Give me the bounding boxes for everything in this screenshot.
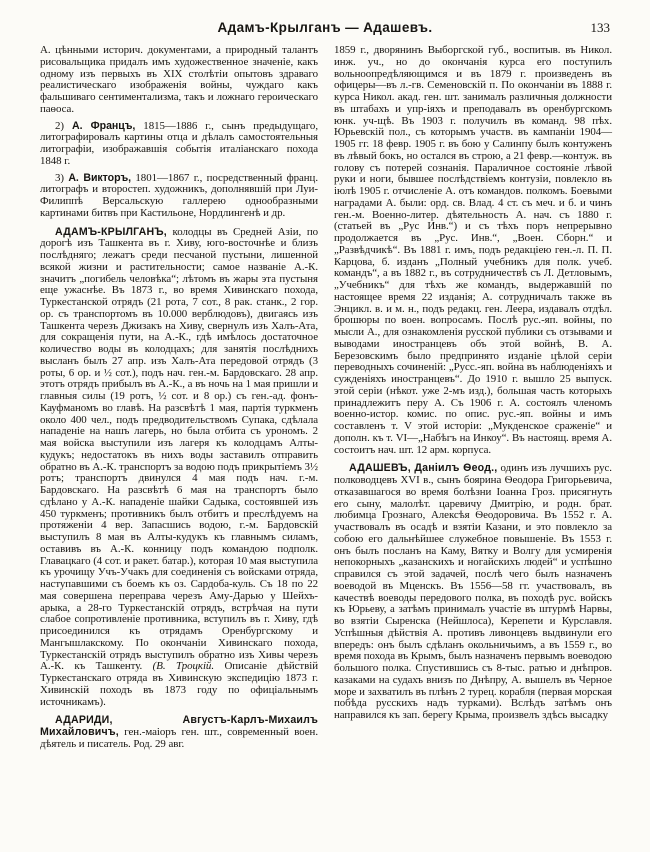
entry-adaridi [40, 715, 318, 750]
sub-entry-headword: А. Францъ, [71, 119, 136, 132]
paragraph-text: 1815—1886 г., сынъ предыдущаго, литографировалъ картины отца и дѣлалъ самостоятельныя литографіи, изображавшія событія италіанскаго похода 1848 г. [40, 119, 318, 167]
entry-adam-krylgan [40, 227, 318, 709]
entry-headword: АДАШЕВЪ, Даніилъ Ѳеод., [349, 462, 498, 475]
paragraph-text: колодцы въ Средней Азіи, по дорогѣ изъ Ташкента въ г. Хиву, юго-восточнѣе и близъ послѣдняго; лежатъ среди песчаной пустыни, лишенной всякой жизни и растительности; самое названіе А.-К. значитъ „погибель человѣка“; лѣтомъ въ жары эта пустыня еще ужаснѣе. Въ 1873 г., во время Хивинскаго похода, Туркестанской отрядъ (21 рота, 7 сот., 8 рак. станк., 2 гор. ор. съ транспортомъ въ 10.000 верблюдовъ), двигаясь изъ Ташкента черезъ Джизакъ на Хиву, свернулъ изъ Халъ-Ата, для сокращенія пути, на А.-К., гдѣ имѣлось достаточное количество воды въ колодцахъ; для занятія послѣднихъ высланъ былъ 27 апр. изъ Халъ-Ата передовой отрядъ (3 роты, 6 ор. и ½ сот.), подъ нач. ген.-м. Бардовскаго. 28 апр. этотъ отрядъ прибылъ въ А.-К., а въ ночь на 1 мая пришли и главныя силы (19 ротъ, ½ сот. и 8 ор.) съ ген.-ад. фонъ-Кауфманомъ во главѣ. На разсвѣтѣ 1 мая, партія туркменъ около 400 чел., подъ предводительствомъ Супака, сдѣлала нападеніе на нашъ лагерь, но была отбита съ урономъ. 2 мая войска выступили изъ лагеря къ колодцамъ Алты-кудукъ; недостатокъ въ нихъ воды заставилъ отправить обратно въ А.-К. транспортъ за водою подъ прикрытіемъ 3½ ротъ; транспортъ двинулся 4 мая подъ нач. г.-м. Бардовскаго. На разсвѣтѣ 6 мая на транспортъ было сдѣлано у А.-К. нападеніе шайки Садыка, состоявшей изъ 450 туркменъ; противникъ былъ отбитъ и преслѣдуемъ на протяженіи 4 вер. Запасшись водою, г.-м. Бардовскій выступилъ 8 мая въ Алты-кудукъ къ главнымъ силамъ, оставивъ въ А.-К. конницу подъ командою подполк. Главацкаго (4 сот. и ракет. батар.), которая 10 мая выступила къ урочищу Учъ-Учакъ для соединенія съ войсками отряда, наступавшими съ боемъ къ оз. Сардоба-куль. Съ 18 по 22 мая совершена переправа черезъ Аму-Дарью у Шейхъ-арыка, а 28-го Туркестанскій отрядъ, встрѣчая на пути слабое сопротивленіе противника, вступилъ въ г. Хиву, гдѣ присоединился къ отрядамъ Оренбургскому и Мангышлакскому. По окончаніи Хивинскаго похода, Туркестанскій отрядъ выступилъ обратно изъ Хивы черезъ А.-К. къ Ташкенту. [40, 225, 319, 673]
source-author: (В. Троцкій. [152, 660, 214, 673]
right-column [334, 45, 612, 751]
entry-headword: АДАРИДИ, Августъ-Карлъ-Михаилъ Михайловичъ, [40, 714, 318, 738]
paragraph-text: 1859 г., дворянинъ Выборгской губ., воспитыв. въ Никол. инж. уч., но до окончанія курса его поступилъ вольноопредѣляющимся и въ 1879 г. произведенъ въ офицеры—въ л.-гв. Семеновскій п. По окончаніи въ 1888 г. курса Никол. акад. ген. шт. занималъ различныя должности въ штабахъ и упр-іяхъ и преподавалъ въ оренбургскомъ юнк. уч-щѣ. Въ 1903 г. получилъ въ команд. 98 пѣх. Юрьевскій пол., съ которымъ участв. въ кампаніи 1904—1905 гг. 18 февр. 1905 г. въ бою у Салинпу былъ контуженъ въ лѣвый бокъ, но остался въ строю, а 21 февр.—контуж. въ голову съ потерей сознанія. Параличное состояніе лѣвой руки и ноги, бывшее послѣдствіемъ контузіи, повлекло въ іюлѣ 1905 г. отчисленіе А. отъ командов. полкомъ. Боевыми наградами А. были: орд. св. Влад. 4 ст. съ меч. и б. и чинъ ген.-м. Военно-литер. дѣятельность А. нач. съ 1880 г. (статьей въ „Рус Инв.“) и съ тѣхъ поръ непрерывно продолжается въ „Рус. Инв.“, „Воен. Сборн.“ и „Развѣдчикѣ“. Въ 1881 г. имъ, подъ редакціею ген.-л. П. П. Карцова, б. изданъ „Полный учебникъ для полк. учеб. командъ“, а въ 1882 г., въ сотрудничествѣ съ Л. Детловымъ, „Учебникъ“ для тѣхъ же командъ, выдержавшій по настоящее время 22 изданія; А. сотрудничалъ также въ Энцикл. в. и м. н., подъ редакц. ген. Леера, издавалъ отдѣл. брошюры по воен. вопросамъ. Послѣ рус.-яп. войны, по мысли А., для ознакомленія русской публики съ отзывами и выводами иностранцевъ объ этой войнѣ, В. А. Березовскимъ было предпринято изданіе цѣлой серіи переводныхъ сочиненій: „Русс.-яп. война въ наблюденіяхъ и сужденіяхъ иностранцевъ“. До 1910 г. вышло 25 выпуск. этой серіи (нѣкот. уже 2-мъ изд.), большая часть которыхъ принадлежитъ перу А. Съ 1906 г. А. состоялъ членомъ военно-истор. комис. по опис. рус.-яп. войны и имъ составленъ т. V этой исторіи: „Мукденское сраженіе“ и дополн. къ т. VI—„Набѣгъ на Инкоу“. Въ настоящ. время А. состоитъ нач. шт. 12 арм. корпуса. [334, 44, 612, 456]
paragraph-continuation [334, 45, 612, 456]
page-title: Адамъ-Крылганъ — Адашевъ. [217, 20, 433, 35]
source-title: Описаніе дѣйствій Туркестанскаго отряда въ Хивинскую экспедицію 1873 г. Хивинскій походъ въ 1873 году по офиціальнымъ источникамъ). [40, 660, 318, 708]
sub-entry-number: 3) [55, 171, 69, 184]
entry-adashev [334, 463, 612, 722]
paragraph-text: одинъ изъ лучшихъ рус. полководцевъ XVI в., сынъ боярина Ѳеодора Григорьевича, отказавшагося во время болѣзни Іоанна Гроз. присягнуть его сыну, малолѣт. царевичу Дмитрію, и родн. брат. любимца Грознаго, Алексѣя Ѳеодоровича. Въ 1552 г. А. участвовалъ въ осадѣ и взятіи Казани, и это повлекло за собою его дальнѣйшее служебное повышеніе. Въ 1553 г. онъ былъ посланъ на Каму, Вятку и Волгу для усмиренія непокорныхъ „казанскихъ и ногайскихъ людей“ и успѣшно справился съ этой задачей, послѣ чего былъ назначенъ воеводой въ Мценскъ. Въ 1556—58 гг. участвовалъ, въ качествѣ воеводы передового полка, въ походѣ рус. войскъ къ Юрьеву, а затѣмъ принималъ участіе въ штурмѣ Нарвы, во взятіи Сыренска (Нейшлоса), Керепети и Курславля. Успѣшныя дѣйствія А. противъ ливонцевъ выдвинули его впередъ: онъ былъ сдѣланъ окольничьимъ, а въ 1559 г., во время похода въ Крымъ, былъ назначенъ первымъ воеводою большого полка. Спустившись съ 8-тыс. ратью и днѣпров. казаками на судахъ внизъ по Днѣпру, А. вышелъ въ Черное море и захватилъ въ плѣнъ 2 турец. корабля (первая морская побѣда русскихъ надъ турками). Вслѣдъ затѣмъ онъ направился къ зап. берегу Крыма, произвелъ здѣсь высадку [334, 462, 612, 721]
paragraph-text: А. цѣнными историч. документами, а природный талантъ рисовальщика придалъ имъ художественное значеніе, какъ одному изъ первыхъ въ XIX столѣтіи опытовъ здраваго реалистическаго изображенія войны, чуждаго какъ фальшиваго сентиментализма, такъ и ложнаго героическаго паѳоса. [40, 44, 318, 115]
paragraph-text: ген.-маіоръ ген. шт., современный воен. дѣятель и писатель. Род. 29 авг. [40, 726, 318, 750]
page-number: 133 [590, 20, 610, 35]
sub-entry-number: 2) [55, 119, 72, 132]
running-head [0, 20, 650, 38]
entry-headword: АДАМЪ-КРЫЛГАНЪ, [55, 225, 167, 238]
left-column [40, 45, 318, 751]
sub-entry-franz [40, 121, 318, 168]
sub-entry-headword: А. Викторъ, [68, 171, 132, 184]
sub-entry-viktor [40, 173, 318, 220]
text-columns [40, 45, 612, 751]
paragraph-text: 1801—1867 г., посредственный франц. литографъ и второстеп. художникъ, дополнявшій при Луи-Филиппѣ Версальскую галлерею однообразными картинами битвъ при Кастильоне, Нордлингенѣ и др. [40, 171, 318, 219]
paragraph-continuation [40, 45, 318, 116]
